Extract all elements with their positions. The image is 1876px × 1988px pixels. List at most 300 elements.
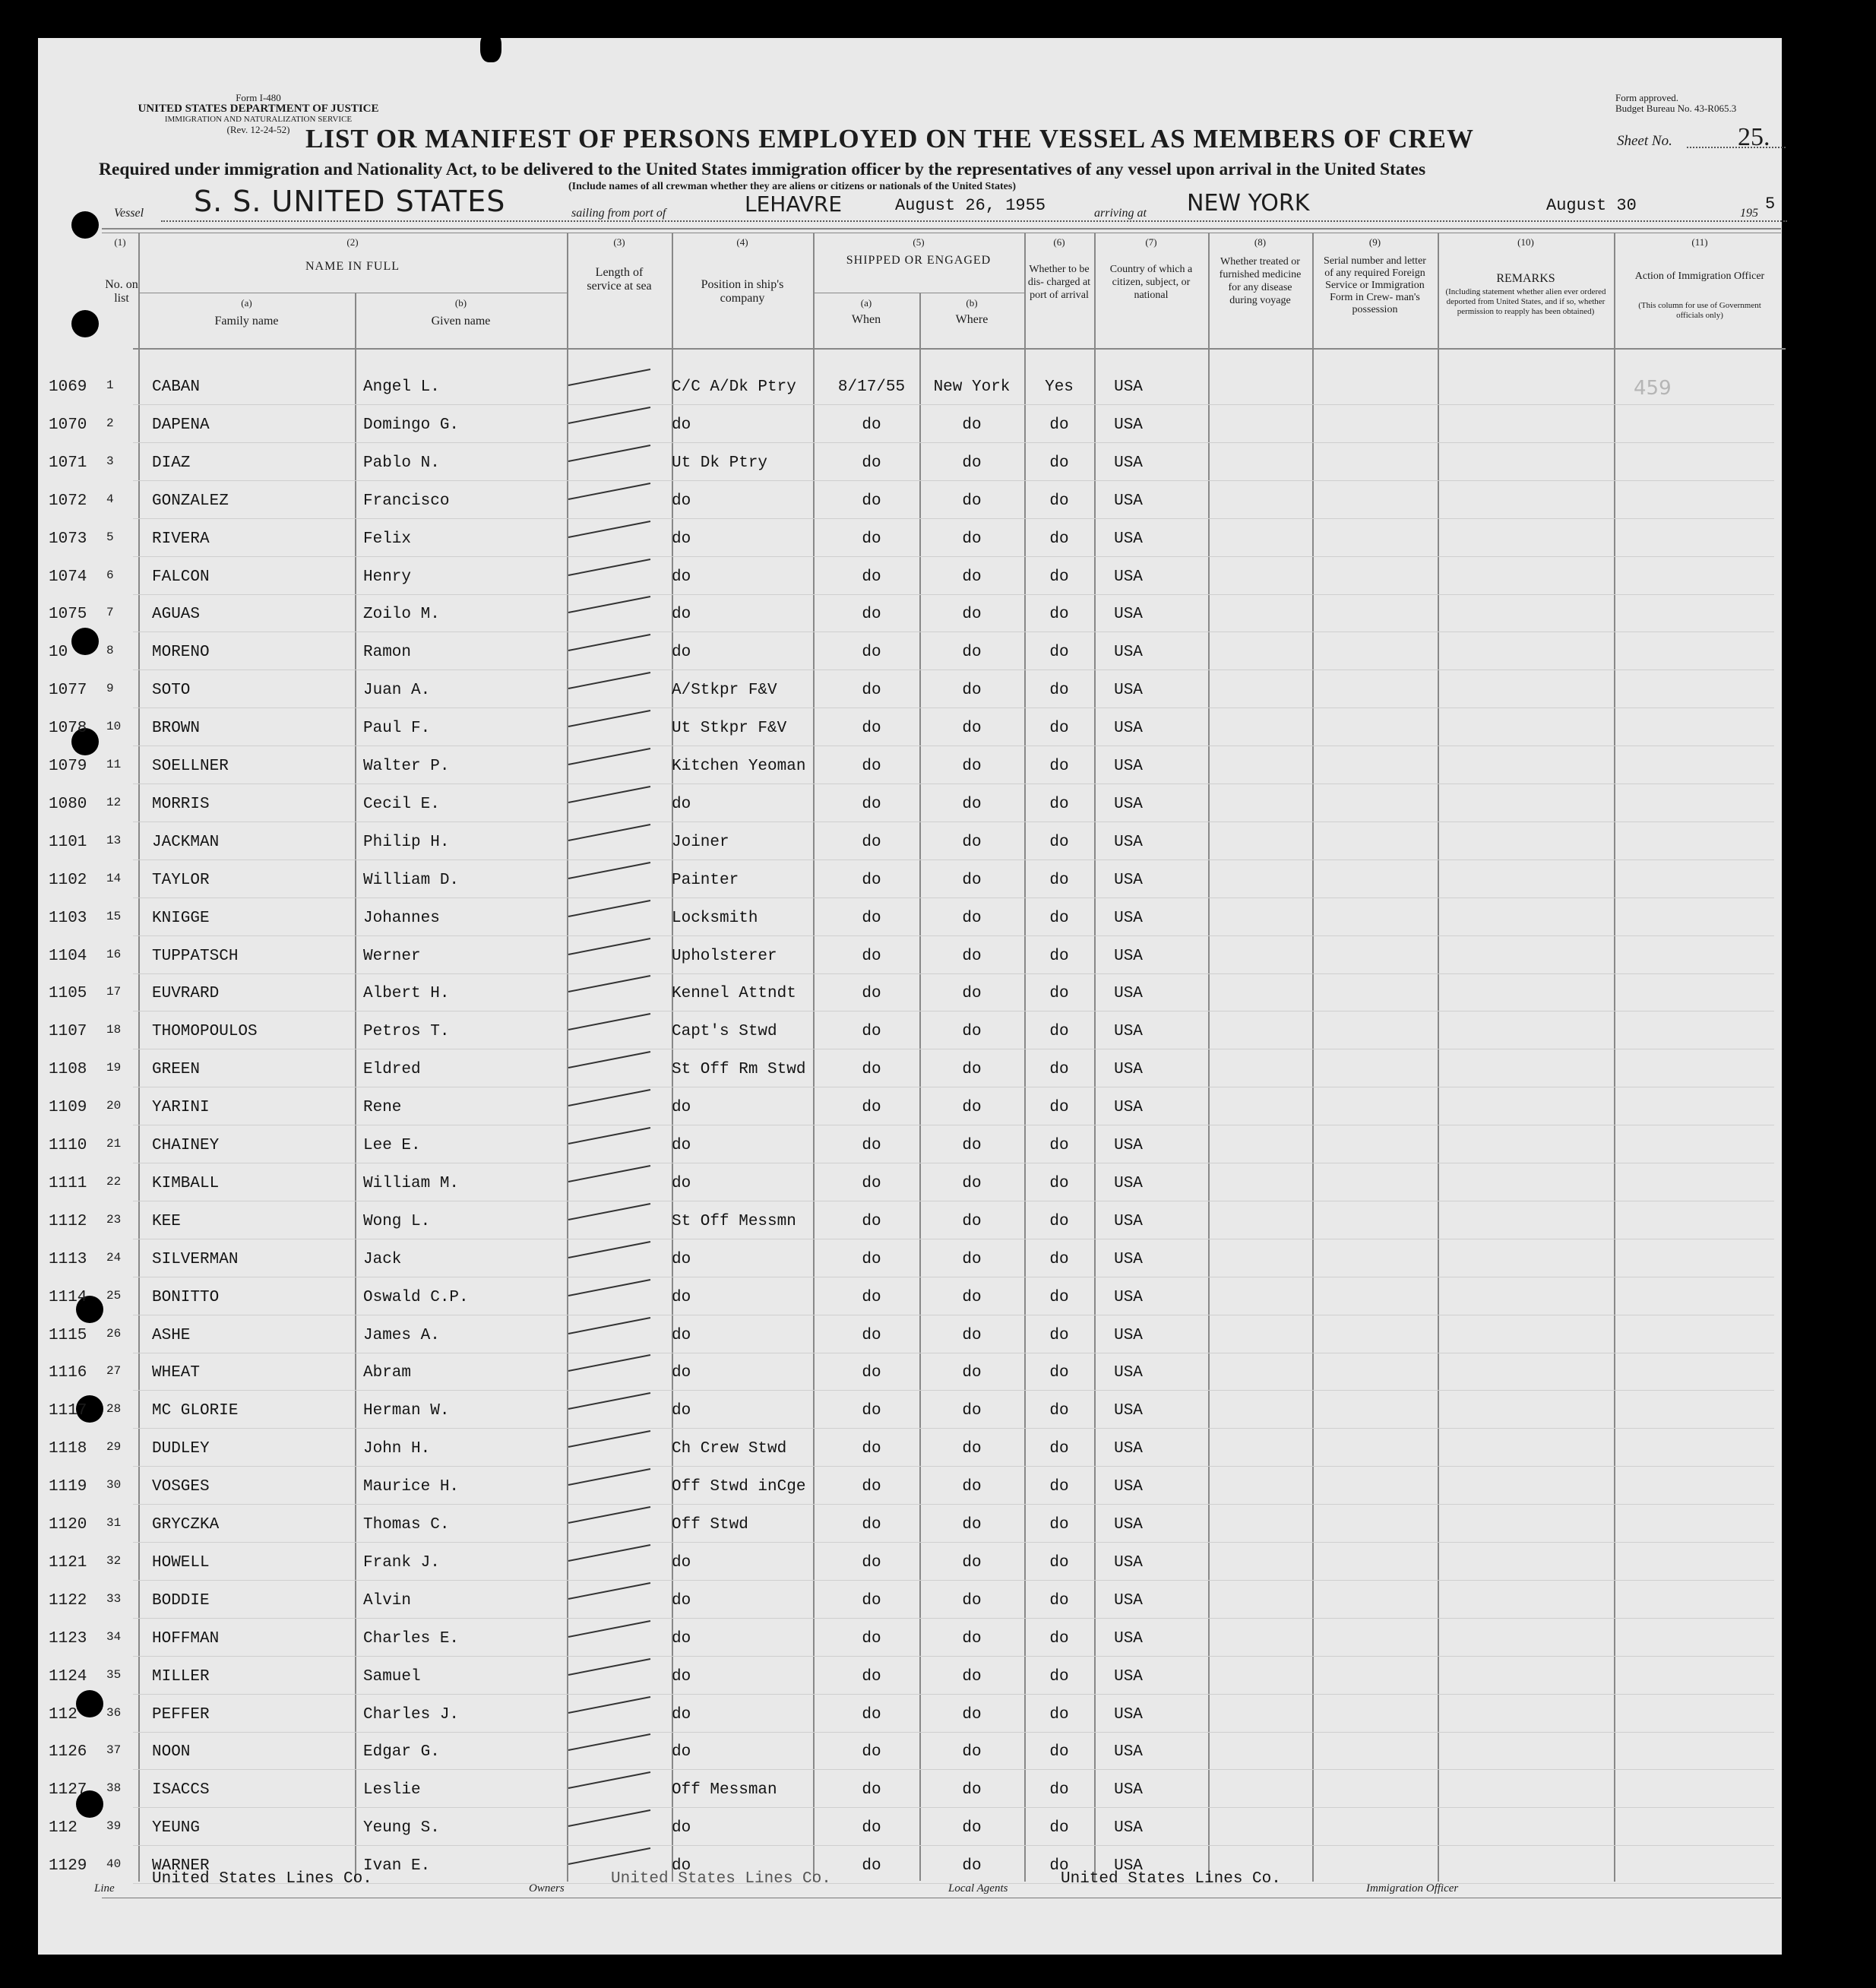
crew-given-name: Walter P.	[363, 758, 450, 775]
crew-country: USA	[1114, 1174, 1143, 1192]
crew-row	[0, 1659, 1876, 1697]
crew-shipped-when: do	[862, 758, 881, 775]
col-4-number: (4)	[736, 236, 748, 248]
col-2a: (a)	[241, 297, 252, 309]
service-check-mark	[568, 407, 650, 424]
sailing-label: sailing from port of	[571, 207, 666, 220]
arriving-label: arriving at	[1094, 207, 1147, 220]
crew-position: Off Messman	[672, 1781, 777, 1800]
crew-ref-number: 1102	[49, 871, 87, 889]
crew-discharged: do	[1049, 606, 1069, 624]
crew-list-number: 18	[106, 1023, 122, 1037]
crew-shipped-where: do	[962, 1667, 982, 1686]
crew-shipped-where: do	[962, 1364, 982, 1382]
crew-row	[0, 1810, 1876, 1848]
crew-position: do	[672, 530, 691, 548]
crew-shipped-when: do	[862, 682, 881, 700]
crew-list-number: 9	[106, 682, 114, 696]
service-check-mark	[568, 1127, 650, 1144]
crew-list-number: 33	[106, 1591, 122, 1606]
crew-shipped-when: do	[862, 1705, 881, 1724]
crew-position: do	[672, 568, 691, 586]
crew-position: Off Stwd	[672, 1516, 748, 1534]
crew-family-name: GRYCZKA	[152, 1516, 220, 1534]
crew-position: Ch Crew Stwd	[672, 1440, 787, 1458]
sheet-label: Sheet No.	[1617, 133, 1672, 149]
col-6-number: (6)	[1053, 236, 1065, 248]
form-revision: (Rev. 12-24-52)	[226, 124, 290, 135]
col-discharged: Whether to be dis- charged at port of arrival	[1027, 264, 1091, 301]
col-remarks-note: (Including statement whether alien ever ordered deported from United States, and if so, whether permission to reapply has been obtained)	[1445, 287, 1606, 316]
crew-shipped-where: do	[962, 947, 982, 965]
service-check-mark	[568, 445, 650, 462]
crew-given-name: Yeung S.	[363, 1819, 440, 1838]
crew-given-name: Juan A.	[363, 682, 431, 700]
col-7-number: (7)	[1145, 236, 1157, 248]
crew-discharged: do	[1049, 1174, 1069, 1192]
service-check-mark	[568, 596, 650, 613]
crew-family-name: TAYLOR	[152, 871, 210, 889]
service-check-mark	[568, 975, 650, 992]
crew-family-name: YEUNG	[152, 1819, 201, 1838]
crew-list-number: 8	[106, 644, 114, 658]
ink-blot	[480, 32, 501, 62]
crew-row	[0, 1204, 1876, 1242]
crew-ref-number: 1109	[49, 1099, 87, 1117]
form-approval: Form approved.	[1615, 92, 1679, 103]
service-check-mark	[568, 710, 650, 727]
crew-discharged: do	[1049, 909, 1069, 927]
col-3-number: (3)	[613, 236, 625, 248]
crew-discharged: do	[1049, 682, 1069, 700]
crew-list-number: 21	[106, 1137, 122, 1151]
col-10-number: (10)	[1517, 236, 1534, 248]
crew-row	[0, 749, 1876, 787]
crew-row	[0, 976, 1876, 1014]
crew-given-name: Maurice H.	[363, 1478, 460, 1496]
crew-position: Ut Stkpr F&V	[672, 720, 787, 738]
port-of-departure: LEHAVRE	[745, 192, 843, 217]
crew-list-number: 14	[106, 871, 122, 885]
crew-shipped-when: do	[862, 1212, 881, 1230]
crew-discharged: do	[1049, 530, 1069, 548]
crew-position: A/Stkpr F&V	[672, 682, 777, 700]
crew-row	[0, 635, 1876, 673]
crew-ref-number: 112	[49, 1819, 78, 1838]
crew-shipped-when: do	[862, 1326, 881, 1344]
service-check-mark	[568, 1165, 650, 1182]
crew-position: Locksmith	[672, 909, 758, 927]
service-check-mark	[568, 634, 650, 651]
crew-list-number: 19	[106, 1061, 122, 1075]
service-check-mark	[568, 1279, 650, 1296]
owners-value: United States Lines Co.	[611, 1870, 831, 1888]
arrival-year-prefix: 195	[1740, 207, 1758, 220]
crew-country: USA	[1114, 1629, 1143, 1648]
crew-shipped-where: do	[962, 1174, 982, 1192]
crew-position: do	[672, 1857, 691, 1876]
crew-shipped-where: do	[962, 1250, 982, 1268]
crew-discharged: do	[1049, 795, 1069, 813]
crew-list-number: 38	[106, 1781, 122, 1796]
crew-shipped-where: do	[962, 568, 982, 586]
crew-ref-number: 1079	[49, 758, 87, 775]
crew-list-number: 24	[106, 1250, 122, 1265]
crew-shipped-when: do	[862, 1061, 881, 1079]
crew-row	[0, 1393, 1876, 1431]
punch-hole	[71, 211, 99, 239]
crew-row	[0, 407, 1876, 445]
service-check-mark	[568, 1392, 650, 1410]
budget-bureau-number: Budget Bureau No. 43-R065.3	[1615, 103, 1737, 114]
crew-ref-number: 1071	[49, 454, 87, 472]
service-check-mark	[568, 672, 650, 689]
crew-ref-number: 1069	[49, 378, 87, 396]
crew-shipped-when: do	[862, 985, 881, 1003]
crew-ref-number: 1115	[49, 1326, 87, 1344]
service-check-mark	[568, 1733, 650, 1751]
crew-country: USA	[1114, 1364, 1143, 1382]
crew-row	[0, 901, 1876, 939]
crew-discharged: do	[1049, 1440, 1069, 1458]
crew-discharged: do	[1049, 1099, 1069, 1117]
crew-discharged: do	[1049, 947, 1069, 965]
crew-shipped-when: do	[862, 833, 881, 851]
col-position: Position in ship's company	[701, 278, 784, 305]
crew-given-name: Philip H.	[363, 833, 450, 851]
crew-country: USA	[1114, 1705, 1143, 1724]
crew-family-name: ASHE	[152, 1326, 191, 1344]
crew-shipped-where: do	[962, 1743, 982, 1762]
crew-shipped-where: do	[962, 1516, 982, 1534]
crew-discharged: do	[1049, 492, 1069, 510]
crew-shipped-where: do	[962, 1553, 982, 1572]
crew-row	[0, 1318, 1876, 1356]
crew-given-name: Jack	[363, 1250, 402, 1268]
crew-ref-number: 1074	[49, 568, 87, 586]
crew-given-name: Angel L.	[363, 378, 440, 396]
crew-position: do	[672, 644, 691, 662]
crew-given-name: Johannes	[363, 909, 440, 927]
crew-shipped-when: do	[862, 1402, 881, 1420]
crew-shipped-where: do	[962, 1591, 982, 1610]
crew-position: do	[672, 1402, 691, 1420]
col-5a: (a)	[860, 297, 872, 309]
crew-row	[0, 1166, 1876, 1204]
crew-position: do	[672, 606, 691, 624]
crew-ref-number: 1113	[49, 1250, 87, 1268]
col-11-number: (11)	[1691, 236, 1708, 248]
crew-given-name: Petros T.	[363, 1023, 450, 1041]
crew-shipped-where: do	[962, 1705, 982, 1724]
crew-row	[0, 1621, 1876, 1659]
crew-shipped-when: do	[862, 795, 881, 813]
crew-position: St Off Rm Stwd	[672, 1061, 806, 1079]
crew-given-name: Leslie	[363, 1781, 421, 1800]
crew-list-number: 36	[106, 1705, 122, 1720]
crew-given-name: Rene	[363, 1099, 402, 1117]
crew-family-name: MORRIS	[152, 795, 210, 813]
crew-row	[0, 1697, 1876, 1735]
crew-shipped-when: do	[862, 416, 881, 434]
crew-family-name: ISACCS	[152, 1781, 210, 1800]
crew-country: USA	[1114, 1667, 1143, 1686]
crew-family-name: DUDLEY	[152, 1440, 210, 1458]
crew-ref-number: 1107	[49, 1023, 87, 1041]
crew-shipped-where: do	[962, 909, 982, 927]
crew-list-number: 1	[106, 378, 114, 392]
crew-position: do	[672, 795, 691, 813]
service-check-mark	[568, 1203, 650, 1220]
crew-given-name: Werner	[363, 947, 421, 965]
crew-given-name: Alvin	[363, 1591, 412, 1610]
crew-shipped-when: do	[862, 1023, 881, 1041]
service-check-mark	[568, 748, 650, 765]
crew-discharged: do	[1049, 1326, 1069, 1344]
crew-shipped-where: do	[962, 1819, 982, 1838]
crew-shipped-where: do	[962, 871, 982, 889]
crew-shipped-when: do	[862, 1478, 881, 1496]
col-medicine: Whether treated or furnished medicine for any disease during voyage	[1219, 256, 1302, 306]
service-name: IMMIGRATION AND NATURALIZATION SERVICE	[164, 115, 353, 124]
crew-given-name: Domingo G.	[363, 416, 460, 434]
crew-country: USA	[1114, 758, 1143, 775]
crew-row	[0, 1431, 1876, 1469]
col-country: Country of which a citizen, subject, or national	[1109, 264, 1193, 301]
crew-shipped-when: do	[862, 1516, 881, 1534]
crew-list-number: 10	[106, 720, 122, 734]
crew-row	[0, 1469, 1876, 1507]
crew-given-name: Felix	[363, 530, 412, 548]
crew-given-name: Albert H.	[363, 985, 450, 1003]
col-name-in-full: NAME IN FULL	[305, 260, 400, 273]
crew-row	[0, 483, 1876, 521]
crew-shipped-where: do	[962, 416, 982, 434]
crew-position: Ut Dk Ptry	[672, 454, 768, 472]
crew-shipped-when: do	[862, 909, 881, 927]
crew-discharged: do	[1049, 1591, 1069, 1610]
crew-given-name: Ramon	[363, 644, 412, 662]
crew-family-name: GONZALEZ	[152, 492, 229, 510]
crew-shipped-when: do	[862, 454, 881, 472]
crew-list-number: 30	[106, 1478, 122, 1493]
crew-row	[0, 1545, 1876, 1583]
crew-list-number: 13	[106, 833, 122, 847]
service-check-mark	[568, 1506, 650, 1524]
crew-list-number: 32	[106, 1553, 122, 1568]
crew-shipped-when: do	[862, 606, 881, 624]
crew-ref-number: 1127	[49, 1781, 87, 1800]
crew-shipped-where: do	[962, 1478, 982, 1496]
crew-family-name: RIVERA	[152, 530, 210, 548]
crew-row	[0, 673, 1876, 711]
crew-discharged: do	[1049, 833, 1069, 851]
crew-country: USA	[1114, 454, 1143, 472]
crew-given-name: Samuel	[363, 1667, 421, 1686]
col-action: Action of Immigration Officer	[1634, 271, 1765, 282]
crew-shipped-when: do	[862, 1819, 881, 1838]
crew-given-name: James A.	[363, 1326, 440, 1344]
crew-row	[0, 1280, 1876, 1318]
crew-discharged: do	[1049, 1743, 1069, 1762]
crew-family-name: TUPPATSCH	[152, 947, 239, 965]
crew-given-name: Ivan E.	[363, 1857, 431, 1876]
crew-shipped-when: do	[862, 530, 881, 548]
crew-position: do	[672, 1705, 691, 1724]
crew-country: USA	[1114, 568, 1143, 586]
crew-family-name: EUVRARD	[152, 985, 220, 1003]
crew-list-number: 26	[106, 1326, 122, 1341]
crew-given-name: William D.	[363, 871, 460, 889]
crew-position: do	[672, 1819, 691, 1838]
service-check-mark	[568, 1089, 650, 1106]
crew-discharged: do	[1049, 1705, 1069, 1724]
crew-discharged: Yes	[1045, 378, 1074, 396]
crew-ref-number: 1122	[49, 1591, 87, 1610]
crew-list-number: 23	[106, 1212, 122, 1227]
crew-ref-number: 1112	[49, 1212, 87, 1230]
crew-given-name: Zoilo M.	[363, 606, 440, 624]
crew-ref-number: 1111	[49, 1174, 87, 1192]
crew-ref-number: 1078	[49, 720, 87, 738]
crew-discharged: do	[1049, 871, 1069, 889]
crew-discharged: do	[1049, 644, 1069, 662]
crew-family-name: MORENO	[152, 644, 210, 662]
crew-shipped-where: do	[962, 644, 982, 662]
crew-shipped-where: do	[962, 833, 982, 851]
crew-family-name: AGUAS	[152, 606, 201, 624]
crew-row	[0, 711, 1876, 749]
crew-ref-number: 1117	[49, 1402, 87, 1420]
crew-family-name: BONITTO	[152, 1288, 220, 1306]
crew-ref-number: 1116	[49, 1364, 87, 1382]
crew-position: Off Stwd inCge	[672, 1478, 806, 1496]
crew-shipped-when: 8/17/55	[837, 378, 906, 396]
crew-ref-number: 1104	[49, 947, 87, 965]
crew-discharged: do	[1049, 1023, 1069, 1041]
col-remarks: REMARKS	[1496, 272, 1555, 285]
crew-row	[0, 1355, 1876, 1393]
crew-list-number: 27	[106, 1364, 122, 1379]
crew-row	[0, 559, 1876, 597]
crew-list-number: 29	[106, 1440, 122, 1455]
crew-shipped-when: do	[862, 720, 881, 738]
crew-list-number: 6	[106, 568, 114, 582]
crew-shipped-when: do	[862, 947, 881, 965]
crew-country: USA	[1114, 1061, 1143, 1079]
crew-ref-number: 1108	[49, 1061, 87, 1079]
crew-discharged: do	[1049, 1516, 1069, 1534]
service-check-mark	[568, 1582, 650, 1600]
crew-country: USA	[1114, 606, 1143, 624]
service-check-mark	[568, 1696, 650, 1714]
vessel-name: S. S. UNITED STATES	[194, 185, 506, 218]
crew-discharged: do	[1049, 568, 1069, 586]
crew-position: do	[672, 1099, 691, 1117]
crew-discharged: do	[1049, 1478, 1069, 1496]
crew-shipped-when: do	[862, 1667, 881, 1686]
crew-given-name: Henry	[363, 568, 412, 586]
crew-given-name: Frank J.	[363, 1553, 440, 1572]
crew-row	[0, 1090, 1876, 1128]
crew-position: do	[672, 1288, 691, 1306]
crew-shipped-when: do	[862, 871, 881, 889]
crew-ref-number: 1126	[49, 1743, 87, 1762]
crew-shipped-where: do	[962, 1781, 982, 1800]
crew-discharged: do	[1049, 454, 1069, 472]
crew-row	[0, 521, 1876, 559]
crew-given-name: Charles J.	[363, 1705, 460, 1724]
crew-position: Upholsterer	[672, 947, 777, 965]
crew-row	[0, 825, 1876, 863]
crew-position: St Off Messmn	[672, 1212, 796, 1230]
service-check-mark	[568, 369, 650, 386]
crew-shipped-where: do	[962, 720, 982, 738]
crew-ref-number: 1070	[49, 416, 87, 434]
service-check-mark	[568, 862, 650, 879]
crew-list-number: 12	[106, 795, 122, 809]
crew-given-name: Oswald C.P.	[363, 1288, 469, 1306]
col-1-number: (1)	[114, 236, 126, 248]
crew-ref-number: 1121	[49, 1553, 87, 1572]
crew-given-name: Paul F.	[363, 720, 431, 738]
crew-country: USA	[1114, 1819, 1143, 1838]
crew-row	[0, 1507, 1876, 1545]
crew-list-number: 34	[106, 1629, 122, 1644]
crew-position: do	[672, 416, 691, 434]
crew-family-name: NOON	[152, 1743, 191, 1762]
crew-given-name: Thomas C.	[363, 1516, 450, 1534]
col-5b: (b)	[966, 297, 978, 309]
crew-country: USA	[1114, 1288, 1143, 1306]
col-no-on-list: No. on list	[105, 278, 138, 305]
crew-given-name: William M.	[363, 1174, 460, 1192]
crew-given-name: Pablo N.	[363, 454, 440, 472]
crew-family-name: YARINI	[152, 1099, 210, 1117]
service-check-mark	[568, 483, 650, 500]
crew-shipped-where: do	[962, 606, 982, 624]
vessel-label: Vessel	[114, 207, 144, 220]
crew-row	[0, 597, 1876, 635]
crew-shipped-when: do	[862, 1099, 881, 1117]
crew-family-name: MC GLORIE	[152, 1402, 239, 1420]
crew-position: C/C A/Dk Ptry	[672, 378, 796, 396]
crew-position: do	[672, 1137, 691, 1154]
crew-discharged: do	[1049, 1553, 1069, 1572]
form-subtitle: Required under immigration and Nationality Act, to be delivered to the United States immigration officer by the representatives of any vessel upon arrival in the United States	[99, 160, 1426, 179]
crew-given-name: Lee E.	[363, 1137, 421, 1154]
crew-country: USA	[1114, 795, 1143, 813]
crew-list-number: 4	[106, 492, 114, 506]
crew-country: USA	[1114, 1516, 1143, 1534]
crew-row	[0, 787, 1876, 825]
crew-discharged: do	[1049, 1402, 1069, 1420]
crew-position: do	[672, 1553, 691, 1572]
crew-shipped-when: do	[862, 1553, 881, 1572]
crew-country: USA	[1114, 720, 1143, 738]
crew-country: USA	[1114, 682, 1143, 700]
crew-discharged: do	[1049, 1781, 1069, 1800]
crew-discharged: do	[1049, 1212, 1069, 1230]
crew-list-number: 3	[106, 454, 114, 468]
col-9-number: (9)	[1368, 236, 1381, 248]
crew-ref-number: 1120	[49, 1516, 87, 1534]
crew-shipped-where: do	[962, 530, 982, 548]
crew-ref-number: 1105	[49, 985, 87, 1003]
crew-family-name: GREEN	[152, 1061, 201, 1079]
crew-country: USA	[1114, 871, 1143, 889]
crew-discharged: do	[1049, 1364, 1069, 1382]
